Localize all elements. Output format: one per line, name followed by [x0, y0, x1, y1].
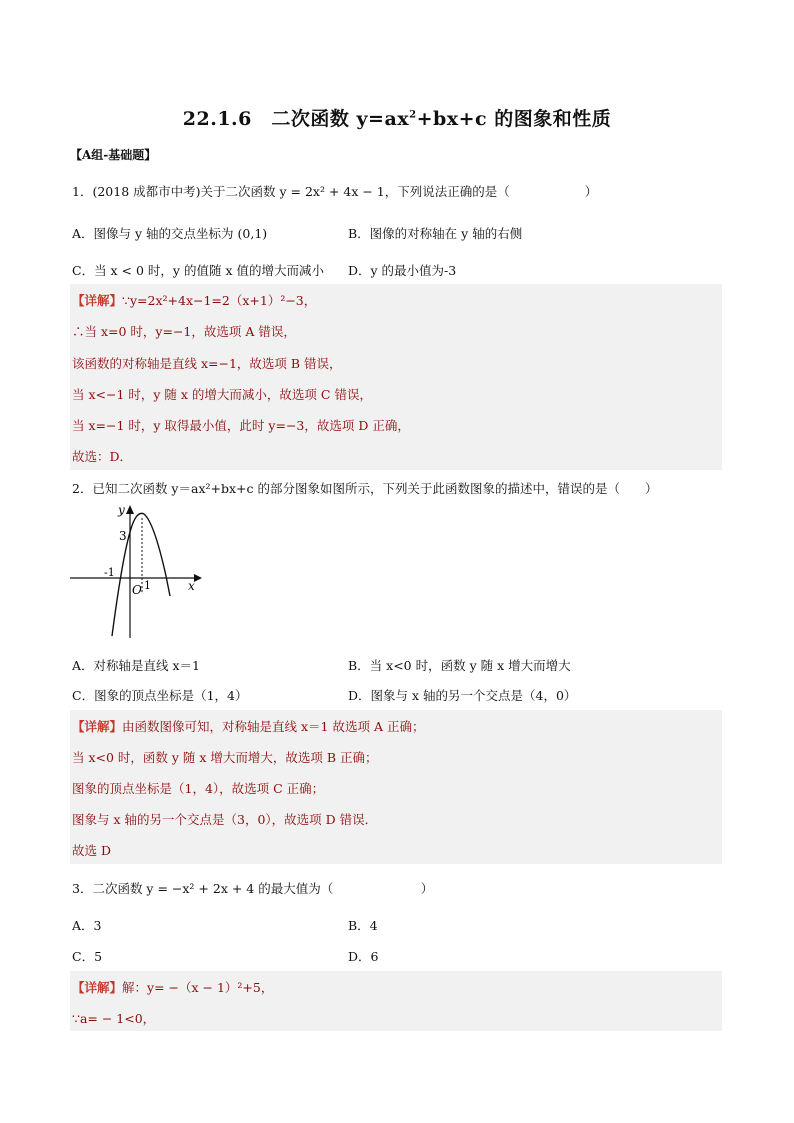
- q2-answer-tag: 【详解】: [72, 719, 123, 734]
- title-suffix: +bx+c 的图象和性质: [416, 108, 612, 130]
- q2-answer-line-4: 图象与 x 轴的另一个交点是（3，0），故选项 D 错误．: [72, 812, 378, 827]
- tick-label-neg-1: -1: [104, 566, 115, 579]
- q3-answer-line-1: [72, 978, 273, 996]
- q2-stem: 2．已知二次函数 y＝ax²+bx+c 的部分图象如图所示，下列关于此函数图象的描述中，错误的是（ ）: [72, 481, 658, 496]
- q3-option-d: D．6: [348, 949, 379, 964]
- q3-option-c: C．5: [72, 949, 103, 964]
- q1-option-b: B．图像的对称轴在 y 轴的右侧: [348, 226, 523, 241]
- q2-answer-text-1: 由函数图像可知，对称轴是直线 x＝1 故选项 A 正确；: [122, 719, 425, 734]
- x-axis-arrow-icon: [194, 574, 202, 582]
- q1-answer-line-4: 当 x<−1 时，y 随 x 的增大而减小，故选项 C 错误，: [72, 387, 372, 402]
- q1-answer-line-3: 该函数的对称轴是直线 x=−1，故选项 B 错误，: [72, 356, 342, 371]
- q3-option-b: B．4: [348, 918, 378, 933]
- q2-answer-line-2: 当 x<0 时，函数 y 随 x 增大而增大，故选项 B 正确；: [72, 750, 378, 765]
- q1-option-c: C．当 x < 0 时，y 的值随 x 值的增大而减小: [72, 263, 324, 278]
- q2-option-a: A．对称轴是直线 x＝1: [72, 658, 201, 673]
- q1-answer-box: [70, 284, 722, 470]
- q2-answer-line-5: 故选 D: [72, 843, 111, 858]
- q1-option-d: D．y 的最小值为-3: [348, 263, 457, 278]
- q2-option-c: C．图象的顶点坐标是（1，4）: [72, 688, 248, 703]
- q1-answer-text-1: ∵y=2x²+4x−1=2（x+1）²−3，: [122, 293, 317, 308]
- y-axis-arrow-icon: [126, 505, 134, 514]
- tick-label-1: 1: [144, 579, 151, 592]
- x-axis-label: x: [188, 579, 195, 593]
- q1-answer-line-5: 当 x=−1 时，y 取得最小值，此时 y=−3，故选项 D 正确，: [72, 418, 410, 433]
- q1-answer-line-6: 故选：D．: [72, 449, 133, 464]
- q1-stem: 1．(2018 成都市中考)关于二次函数 y = 2x² + 4x − 1，下列说法正确的是（ ）: [72, 184, 598, 199]
- q2-option-b: B．当 x<0 时，函数 y 随 x 增大而增大: [348, 658, 571, 673]
- q2-parabola-graph: [68, 500, 208, 642]
- q3-stem: 3．二次函数 y = −x² + 2x + 4 的最大值为（ ）: [72, 881, 434, 896]
- q2-answer-line-3: 图象的顶点坐标是（1，4），故选项 C 正确；: [72, 781, 325, 796]
- q1-answer-tag: 【详解】: [72, 293, 123, 308]
- q2-answer-box: [70, 710, 722, 864]
- q1-option-a: A．图像与 y 轴的交点坐标为 (0,1): [72, 226, 268, 241]
- q3-answer-text-1: 解：y= −（x − 1）²+5，: [122, 980, 274, 995]
- title-prefix: 22.1.6 二次函数 y=ax: [182, 108, 410, 130]
- y-axis-label: y: [118, 503, 125, 517]
- q2-answer-line-1: [72, 717, 424, 735]
- group-label: 【A组-基础题】: [70, 148, 157, 162]
- q3-answer-line-2: ∵a= − 1<0，: [72, 1011, 156, 1026]
- q1-answer-line-1: [72, 291, 316, 309]
- q2-option-d: D．图象与 x 轴的另一个交点是（4，0）: [348, 688, 577, 703]
- q3-answer-box: [70, 971, 722, 1031]
- tick-label-3: 3: [119, 529, 127, 543]
- title-sup: 2: [409, 109, 417, 121]
- q3-option-a: A．3: [72, 918, 102, 933]
- page-title: [0, 104, 794, 131]
- origin-label: O: [132, 583, 142, 597]
- q1-answer-line-2: ∴当 x=0 时，y=−1，故选项 A 错误，: [72, 324, 296, 339]
- q3-answer-tag: 【详解】: [72, 980, 123, 995]
